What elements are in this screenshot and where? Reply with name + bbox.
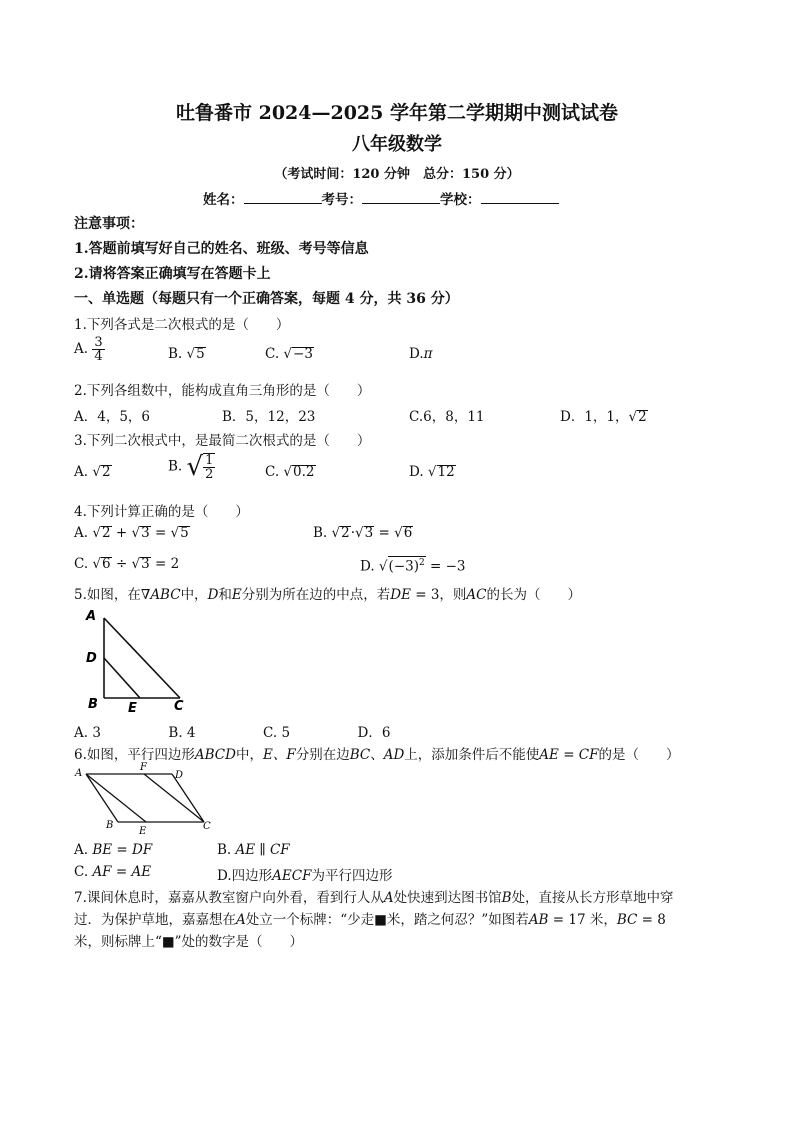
- point-b-label: B: [88, 697, 98, 712]
- point-e-label: E: [139, 826, 147, 837]
- name-label: 姓名：: [203, 192, 244, 208]
- q6-option-b: B. AE ∥ CF: [217, 842, 290, 858]
- q3-option-c: C. √0.2: [265, 464, 315, 480]
- exam-subtitle: 八年级数学: [352, 134, 442, 155]
- q7-line-1: 7.课间休息时，嘉嘉从教室窗户向外看，看到行人从A处快速到达图书馆B处，直接从长方形草地中穿: [74, 890, 674, 906]
- q2-option-c: C.6，8，11: [409, 409, 485, 425]
- point-a-label: A: [75, 768, 83, 779]
- point-c-label: C: [174, 699, 184, 714]
- exam-title: 吐鲁番市 2024—2025 学年第二学期期中测试试卷: [176, 102, 618, 124]
- point-e-label: E: [128, 701, 137, 716]
- point-c-label: C: [203, 821, 211, 832]
- q3-option-b: B. √ $\frac{1}{2}$: [168, 452, 214, 482]
- notice-item-1: 1.答题前填写好自己的姓名、班级、考号等信息: [74, 241, 369, 257]
- point-d-label: D: [175, 770, 184, 781]
- q2-option-b: B．5，12，23: [222, 409, 316, 425]
- notice-heading: 注意事项：: [74, 216, 144, 232]
- q4-option-c: C. √6 ÷ √3 = 2: [74, 556, 180, 572]
- q1-option-b: B. √5: [168, 346, 205, 362]
- section-1-heading: 一、单选题（每题只有一个正确答案，每题 4 分，共 36 分）: [74, 291, 459, 307]
- point-d-label: D: [86, 651, 97, 666]
- name-blank[interactable]: [244, 191, 322, 204]
- school-label: 学校：: [440, 192, 481, 208]
- q6-stem: 6.如图，平行四边形ABCD中，E、F分别在边BC、AD上，添加条件后不能使AE = CF的是（ ）: [74, 747, 680, 763]
- exam-no-blank[interactable]: [362, 191, 440, 204]
- q3-option-a: A. √2: [74, 464, 111, 480]
- fraction: $\frac{1}{2}$: [205, 453, 214, 482]
- q7-line-3: 米，则标牌上“■”处的数字是（ ）: [74, 934, 304, 950]
- q4-stem: 4.下列计算正确的是（ ）: [74, 504, 249, 520]
- q1-option-c: C. √−3: [265, 346, 313, 362]
- q5-triangle-figure: [80, 604, 200, 716]
- q6-option-c: C. AF = AE: [74, 864, 152, 880]
- q6-option-d: D.四边形AECF为平行四边形: [217, 868, 393, 884]
- q3-option-d: D. √12: [409, 464, 455, 480]
- q5-options: A. 3 B. 4 C. 5 D．6: [74, 725, 391, 741]
- q1-option-d: D.π: [409, 346, 433, 362]
- q6-option-a: A. BE = DF: [74, 842, 153, 858]
- notice-item-2: 2.请将答案正确填写在答题卡上: [74, 266, 271, 282]
- q1-option-a: A. $\frac{3}{4}$: [74, 335, 103, 364]
- q1-stem: 1.下列各式是二次根式的是（ ）: [74, 317, 290, 333]
- point-a-label: A: [86, 609, 97, 624]
- student-info-line: [203, 188, 559, 208]
- q7-line-2: 过．为保护草地，嘉嘉想在A处立一个标牌：“少走■米，踏之何忍？”如图若AB = 17 米，BC = 8: [74, 912, 666, 928]
- q3-stem: 3.下列二次根式中，是最简二次根式的是（ ）: [74, 433, 371, 449]
- q4-option-d: D. $√(-3)^2 = -3$: [360, 558, 466, 575]
- point-f-label: F: [140, 762, 147, 773]
- q6-parallelogram-figure: [72, 762, 222, 838]
- q2-option-a: A．4，5，6: [74, 409, 151, 425]
- point-b-label: B: [106, 820, 114, 831]
- q4-option-a: A. √2 + √3 = √5: [74, 525, 189, 541]
- q4-option-b: B. √2·√3 = √6: [313, 525, 413, 541]
- school-blank[interactable]: [481, 191, 559, 204]
- q2-option-d: D．1，1，√2: [560, 409, 647, 425]
- exam-no-label: 考号：: [321, 192, 362, 208]
- fraction: $\frac{3}{4}$: [94, 335, 103, 364]
- q5-stem: 5.如图，在∇ABC中，D和E分别为所在边的中点，若DE = 3，则AC的长为（ ）: [74, 587, 582, 603]
- q2-stem: 2.下列各组数中，能构成直角三角形的是（ ）: [74, 383, 371, 399]
- time-info: （考试时间：120 分钟 总分：150 分）: [274, 167, 520, 182]
